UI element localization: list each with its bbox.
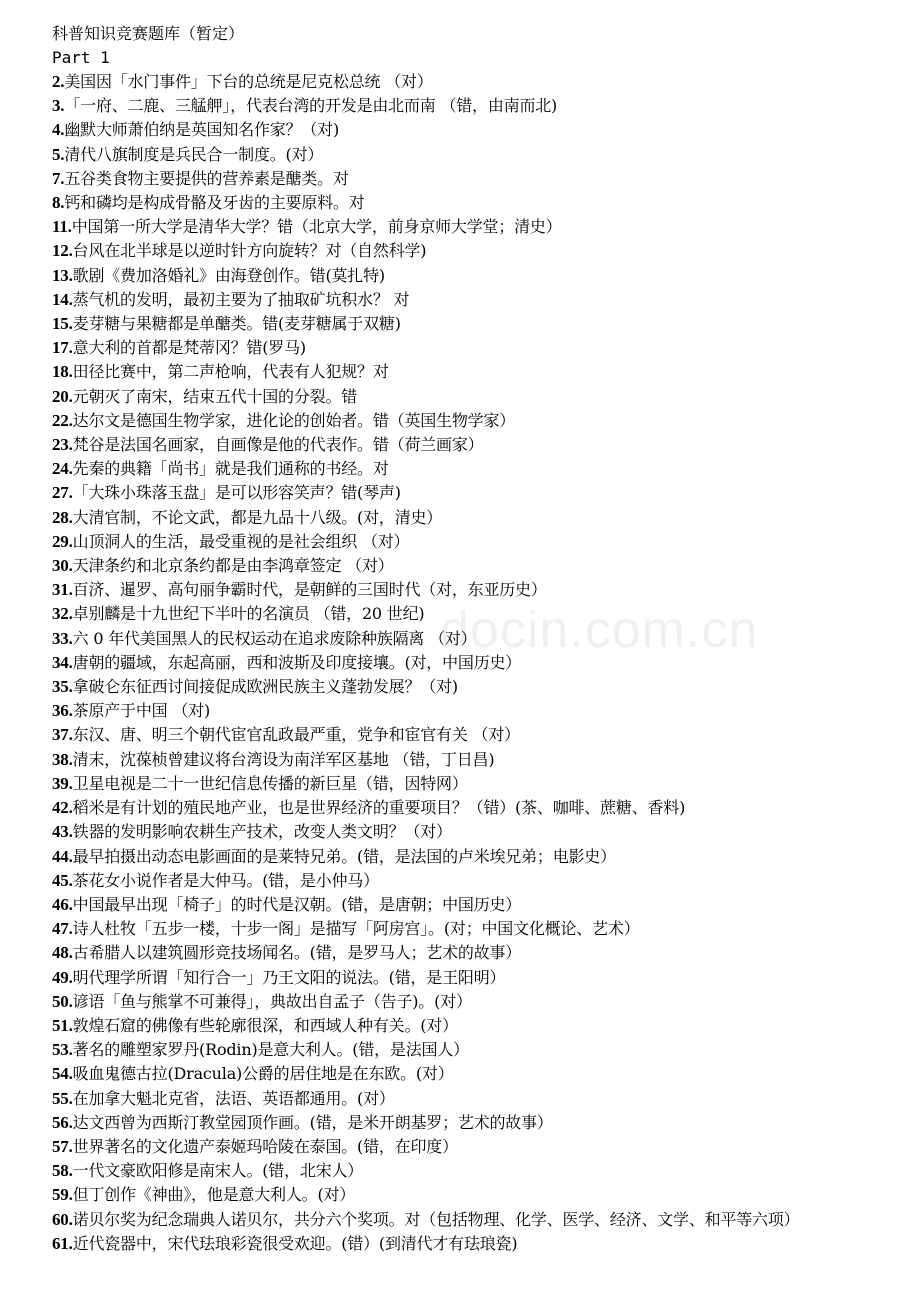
list-item bbox=[52, 966, 882, 990]
question-text: 一代文豪欧阳修是南宋人。(错，北宋人） bbox=[72, 1161, 364, 1181]
question-number: 38. bbox=[52, 749, 73, 769]
question-text: 茶原产于中国 （对) bbox=[72, 701, 210, 721]
question-number: 34. bbox=[52, 652, 73, 672]
question-number: 42. bbox=[52, 798, 73, 818]
list-item bbox=[52, 772, 882, 796]
question-text: 蒸气机的发明，最初主要为了抽取矿坑积水？ 对 bbox=[72, 289, 410, 309]
question-text: 茶花女小说作者是大仲马。(错，是小仲马） bbox=[72, 870, 379, 890]
list-item bbox=[52, 699, 882, 723]
question-number: 51. bbox=[52, 1015, 73, 1035]
question-text: 天津条约和北京条约都是由李鸿章签定 （对） bbox=[72, 556, 394, 576]
list-item bbox=[52, 627, 882, 651]
list-item bbox=[52, 1062, 882, 1086]
list-item bbox=[52, 191, 882, 215]
question-number: 31. bbox=[52, 580, 73, 600]
question-text: 清代八旗制度是兵民合一制度。(对） bbox=[64, 144, 324, 164]
question-text: 在加拿大魁北克省，法语、英语都通用。(对） bbox=[72, 1088, 395, 1108]
question-number: 36. bbox=[52, 701, 73, 721]
question-text: 卓别麟是十九世纪下半叶的名演员 （错，20 世纪) bbox=[72, 604, 425, 624]
list-item bbox=[52, 143, 882, 167]
question-number: 45. bbox=[52, 870, 73, 890]
question-text: 中国最早出现「椅子」的时代是汉朝。(错，是唐朝；中国历史） bbox=[72, 894, 522, 914]
list-item bbox=[52, 869, 882, 893]
list-item bbox=[52, 1208, 882, 1232]
question-text: 明代理学所谓「知行合一」乃王文阳的说法。(错，是王阳明） bbox=[72, 967, 506, 987]
question-number: 22. bbox=[52, 410, 73, 430]
question-number: 15. bbox=[52, 314, 73, 334]
question-number: 53. bbox=[52, 1040, 73, 1060]
question-text: 敦煌石窟的佛像有些轮廓很深，和西域人种有关。(对） bbox=[72, 1015, 458, 1035]
question-number: 56. bbox=[52, 1112, 73, 1132]
question-text: 谚语「鱼与熊掌不可兼得」，典故出自孟子（告子)。(对） bbox=[72, 991, 472, 1011]
document-title: 科普知识竞赛题库（暂定） bbox=[52, 24, 245, 43]
list-item bbox=[52, 1087, 882, 1111]
document-page bbox=[52, 22, 882, 1256]
question-number: 50. bbox=[52, 991, 73, 1011]
question-text: 「大珠小珠落玉盘」是可以形容笑声？错(琴声) bbox=[72, 483, 401, 503]
question-number: 32. bbox=[52, 604, 73, 624]
question-text: 美国因「水门事件」下台的总统是尼克松总统 （对） bbox=[64, 72, 433, 91]
question-number: 35. bbox=[52, 677, 73, 697]
list-item bbox=[52, 118, 882, 142]
question-number: 14. bbox=[52, 289, 73, 309]
question-text: 诗人杜牧「五步一楼，十步一阁」是描写「阿房宫」。(对；中国文化概论、艺术） bbox=[72, 919, 640, 939]
list-item bbox=[52, 312, 882, 336]
question-number: 27. bbox=[52, 483, 73, 503]
list-item bbox=[52, 1183, 882, 1207]
question-text: 意大利的首都是梵蒂冈？错(罗马) bbox=[72, 338, 306, 358]
list-item bbox=[52, 70, 882, 94]
list-item bbox=[52, 1159, 882, 1183]
list-item bbox=[52, 651, 882, 675]
list-item bbox=[52, 941, 882, 965]
list-item bbox=[52, 360, 882, 384]
question-number: 2. bbox=[52, 72, 65, 91]
question-number: 59. bbox=[52, 1185, 73, 1205]
list-item bbox=[52, 723, 882, 747]
list-item bbox=[52, 336, 882, 360]
list-item bbox=[52, 457, 882, 481]
question-number: 54. bbox=[52, 1064, 73, 1084]
question-text: 铁器的发明影响农耕生产技术，改变人类文明？（对） bbox=[72, 822, 452, 842]
list-item bbox=[52, 578, 882, 602]
list-item bbox=[52, 1135, 882, 1159]
question-text: 台风在北半球是以逆时针方向旋转？对（自然科学) bbox=[72, 241, 427, 261]
question-number: 7. bbox=[52, 168, 65, 188]
question-text: 钙和磷均是构成骨骼及牙齿的主要原料。对 bbox=[64, 193, 365, 213]
question-number: 12. bbox=[52, 241, 73, 261]
list-item bbox=[52, 167, 882, 191]
list-item bbox=[52, 990, 882, 1014]
list-item bbox=[52, 917, 882, 941]
question-text: 大清官制，不论文武，都是九品十八级。(对，清史） bbox=[72, 507, 443, 527]
question-number: 13. bbox=[52, 265, 73, 285]
list-item bbox=[52, 94, 882, 118]
question-text: 稻米是有计划的殖民地产业，也是世界经济的重要项目？（错）(茶、咖啡、蔗糖、香料) bbox=[72, 798, 686, 818]
question-number: 58. bbox=[52, 1161, 73, 1181]
question-text: 梵谷是法国名画家，自画像是他的代表作。错（荷兰画家） bbox=[72, 435, 484, 455]
question-text: 世界著名的文化遗产泰姬玛哈陵在泰国。(错，在印度） bbox=[72, 1136, 458, 1156]
question-number: 60. bbox=[52, 1209, 73, 1229]
question-number: 24. bbox=[52, 459, 73, 479]
question-text: 麦芽糖与果糖都是单醣类。错(麦芽糖属于双糖) bbox=[72, 314, 401, 334]
question-number: 20. bbox=[52, 386, 73, 406]
question-text: 吸血鬼德古拉(Dracula)公爵的居住地是在东欧。(对） bbox=[72, 1064, 454, 1084]
list-item bbox=[52, 1111, 882, 1135]
list-item bbox=[52, 845, 882, 869]
list-item bbox=[52, 239, 882, 263]
question-number: 17. bbox=[52, 338, 73, 358]
list-item bbox=[52, 506, 882, 530]
question-text: 「一府、二鹿、三艋舺」，代表台湾的开发是由北而南 （错，由南而北) bbox=[64, 96, 558, 116]
question-text: 元朝灭了南宋，结束五代十国的分裂。错 bbox=[72, 386, 358, 406]
question-text: 最早拍摄出动态电影画面的是莱特兄弟。(错，是法国的卢米埃兄弟；电影史） bbox=[72, 846, 616, 866]
list-item bbox=[52, 433, 882, 457]
question-number: 23. bbox=[52, 435, 73, 455]
question-text: 百济、暹罗、高句丽争霸时代，是朝鲜的三国时代（对，东亚历史） bbox=[72, 580, 547, 600]
question-list bbox=[52, 70, 882, 1256]
list-item bbox=[52, 409, 882, 433]
question-number: 8. bbox=[52, 193, 65, 213]
question-number: 55. bbox=[52, 1088, 73, 1108]
question-text: 山顶洞人的生活，最受重视的是社会组织 （对） bbox=[72, 531, 410, 551]
question-text: 拿破仑东征西讨间接促成欧洲民族主义蓬勃发展？（对) bbox=[72, 677, 458, 697]
question-number: 39. bbox=[52, 773, 73, 793]
list-item bbox=[52, 1014, 882, 1038]
question-number: 49. bbox=[52, 967, 73, 987]
question-text: 达尔文是德国生物学家，进化论的创始者。错（英国生物学家） bbox=[72, 410, 516, 430]
question-number: 29. bbox=[52, 531, 73, 551]
question-number: 47. bbox=[52, 919, 73, 939]
question-text: 清末，沈葆桢曾建议将台湾设为南洋军区基地 （错，丁日昌) bbox=[72, 749, 495, 769]
question-text: 东汉、唐、明三个朝代宦官乱政最严重，党争和宦官有关 （对） bbox=[72, 725, 520, 745]
question-text: 先秦的典籍「尚书」就是我们通称的书经。对 bbox=[72, 459, 389, 479]
question-number: 30. bbox=[52, 556, 73, 576]
question-number: 5. bbox=[52, 144, 65, 164]
list-item bbox=[52, 385, 882, 409]
question-number: 43. bbox=[52, 822, 73, 842]
question-text: 卫星电视是二十一世纪信息传播的新巨星（错，因特网） bbox=[72, 773, 468, 793]
list-item bbox=[52, 748, 882, 772]
question-text: 五谷类食物主要提供的营养素是醣类。对 bbox=[64, 168, 349, 188]
question-text: 田径比赛中，第二声枪响，代表有人犯规？对 bbox=[72, 362, 389, 382]
question-text: 达文西曾为西斯汀教堂园顶作画。(错，是米开朗基罗；艺术的故事） bbox=[72, 1112, 553, 1132]
question-text: 唐朝的疆域，东起高丽，西和波斯及印度接壤。(对，中国历史） bbox=[72, 652, 522, 672]
question-number: 18. bbox=[52, 362, 73, 382]
question-number: 3. bbox=[52, 96, 65, 116]
question-text: 中国第一所大学是清华大学？错（北京大学，前身京师大学堂；清史） bbox=[71, 217, 562, 237]
list-item bbox=[52, 288, 882, 312]
list-item bbox=[52, 675, 882, 699]
list-item bbox=[52, 481, 882, 505]
question-number: 48. bbox=[52, 943, 73, 963]
question-number: 11. bbox=[52, 217, 72, 237]
list-item bbox=[52, 530, 882, 554]
question-text: 古希腊人以建筑圆形竞技场闻名。(错，是罗马人；艺术的故事） bbox=[72, 943, 522, 963]
question-text: 幽默大师萧伯纳是英国知名作家？（对) bbox=[64, 120, 340, 140]
question-number: 46. bbox=[52, 894, 73, 914]
list-item bbox=[52, 1038, 882, 1062]
question-text: 近代瓷器中，宋代珐琅彩瓷很受欢迎。(错）(到清代才有珐琅瓷) bbox=[72, 1233, 518, 1253]
question-text: 六 0 年代美国黑人的民权运动在追求废除种族隔离 （对） bbox=[72, 628, 477, 648]
list-item bbox=[52, 893, 882, 917]
question-number: 57. bbox=[52, 1136, 73, 1156]
question-text: 诺贝尔奖为纪念瑞典人诺贝尔，共分六个奖项。对（包括物理、化学、医学、经济、文学、和平等六项） bbox=[72, 1209, 800, 1229]
question-number: 37. bbox=[52, 725, 73, 745]
question-number: 44. bbox=[52, 846, 73, 866]
question-text: 著名的雕塑家罗丹(Rodin)是意大利人。(错，是法国人） bbox=[72, 1040, 469, 1060]
question-text: 但丁创作《神曲》，他是意大利人。(对） bbox=[72, 1185, 356, 1205]
list-item bbox=[52, 215, 882, 239]
list-item bbox=[52, 820, 882, 844]
question-number: 28. bbox=[52, 507, 73, 527]
watermark: docin.com.cn bbox=[440, 601, 759, 659]
list-item bbox=[52, 602, 882, 626]
part-heading: Part 1 bbox=[52, 48, 110, 67]
question-number: 33. bbox=[52, 628, 73, 648]
question-text: 歌剧《费加洛婚礼》由海登创作。错(莫扎特) bbox=[72, 265, 385, 285]
question-number: 61. bbox=[52, 1233, 73, 1253]
question-number: 4. bbox=[52, 120, 65, 140]
list-item bbox=[52, 554, 882, 578]
list-item bbox=[52, 796, 882, 820]
list-item bbox=[52, 1232, 882, 1256]
list-item bbox=[52, 264, 882, 288]
